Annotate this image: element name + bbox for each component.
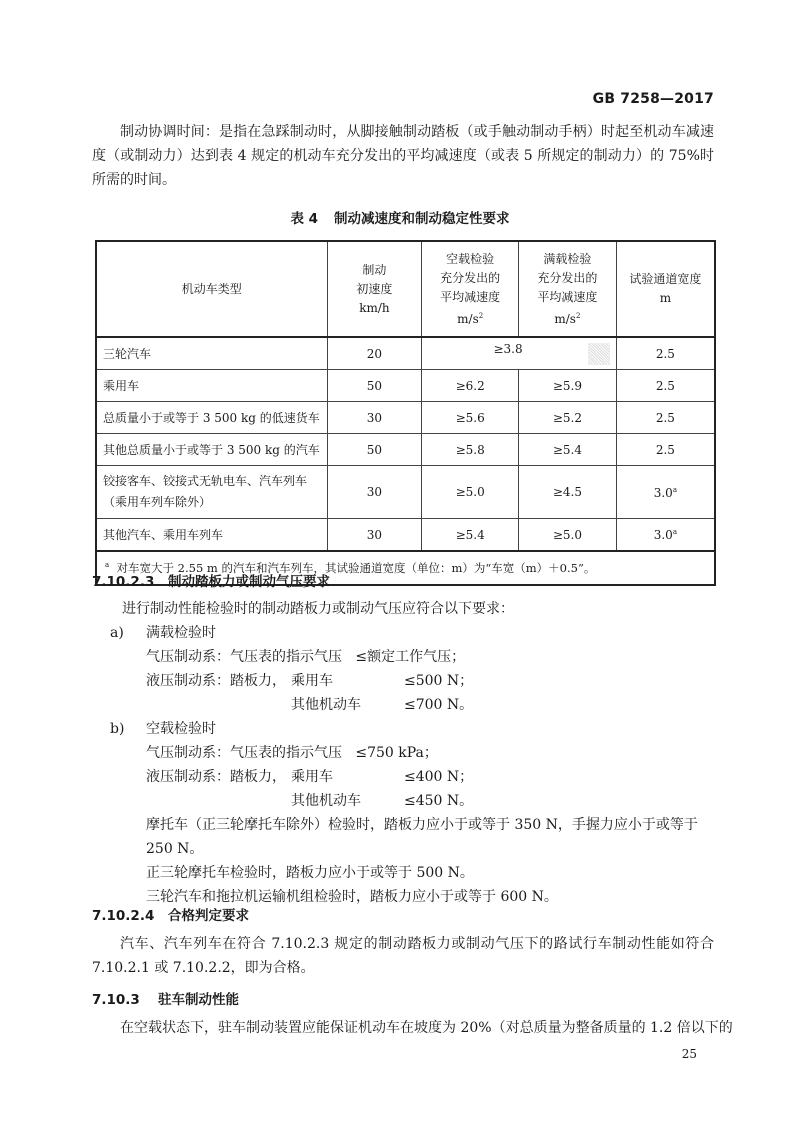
- cell-full-decel: ≥4.5: [519, 466, 617, 519]
- cell-empty-decel: ≥5.6: [422, 402, 519, 434]
- section-heading-7-10-2-4: [92, 904, 249, 924]
- header-line: 充分发出的: [537, 270, 598, 285]
- footnote-text: 对车宽大于 2.55 m 的汽车和汽车列车，其试验通道宽度（单位：m）为“车宽（m）＋0.5”。: [116, 561, 596, 575]
- list-label: a): [110, 625, 124, 641]
- cell-speed: 30: [327, 466, 422, 519]
- cell-empty-decel: ≥5.8: [422, 434, 519, 466]
- cell-lane-width: [616, 466, 715, 519]
- header-unit: [428, 307, 512, 329]
- hydraulic-other-line: [0, 693, 800, 717]
- air-brake-line: [146, 741, 438, 765]
- header-vehicle-type: 机动车类型: [96, 241, 327, 337]
- header-line: 空载检验: [446, 251, 495, 266]
- vehicle-label: 乘用车: [291, 769, 333, 785]
- vehicle-label: 乘用车: [291, 673, 333, 689]
- table-row: [96, 337, 715, 370]
- braking-requirements-table: [95, 240, 716, 586]
- three-wheel-requirement: 三轮汽车和拖拉机运输机组检验时，踏板力应小于或等于 600 N。: [146, 889, 558, 905]
- header-line: 平均减速度: [537, 289, 598, 304]
- header-line: 试验通道宽度: [629, 272, 702, 286]
- header-line: 平均减速度: [440, 289, 501, 304]
- unit-superscript: 2: [575, 311, 581, 320]
- force-value: ≤500 N；: [404, 673, 474, 689]
- section-intro: 进行制动性能检验时的制动踏板力或制动气压应符合以下要求：: [122, 601, 514, 617]
- cell-vehicle-type: 铰接客车、铰接式无轨电车、汽车列车（乘用车列车除外）: [96, 466, 327, 519]
- cell-lane-width: 2.5: [616, 337, 715, 370]
- hydraulic-passenger-line: [0, 669, 800, 693]
- section-heading-7-10-3: [92, 988, 239, 1008]
- page-number: 25: [681, 1047, 697, 1061]
- table-row: [96, 519, 715, 552]
- air-brake-value: ≤750 kPa；: [355, 745, 438, 761]
- cell-full-decel: ≥5.9: [519, 370, 617, 402]
- intro-paragraph: 制动协调时间：是指在急踩制动时，从脚接触制动踏板（或手触动制动手柄）时起至机动车减速度（或制动力）达到表 4 规定的机动车充分发出的平均减速度（或表 5 所规定的制动力）的 75%时所需的时间。: [92, 124, 714, 188]
- lane-width-value: 3.0: [653, 486, 673, 500]
- cell-vehicle-type: 乘用车: [96, 370, 327, 402]
- decel-value: ≥3.8: [493, 342, 523, 356]
- header-unit: km/h: [359, 300, 390, 315]
- header-full-load: [519, 241, 617, 337]
- air-brake-label: 气压制动系：气压表的指示气压: [146, 745, 342, 761]
- cell-speed: 30: [327, 402, 422, 434]
- header-lane-width: [616, 241, 715, 337]
- list-label: b): [110, 721, 125, 737]
- table-title: [0, 207, 800, 227]
- unit-text: m/s: [554, 311, 576, 326]
- standard-code: GB 7258—2017: [592, 91, 714, 107]
- tricycle-requirement: 正三轮摩托车检验时，踏板力应小于或等于 500 N。: [146, 865, 474, 881]
- cell-speed: 20: [327, 337, 422, 370]
- section-heading-7-10-2-3: [92, 570, 330, 590]
- table-row: [96, 434, 715, 466]
- footnote-marker: a: [672, 527, 678, 536]
- cell-empty-decel: ≥5.0: [422, 466, 519, 519]
- list-item-title: 空载检验时: [146, 721, 216, 737]
- table-header-row: [96, 241, 715, 337]
- hydraulic-label: 液压制动系：踏板力，: [146, 769, 286, 785]
- force-value: ≤400 N；: [404, 769, 474, 785]
- section-text: 汽车、汽车列车在符合 7.10.2.3 规定的制动踏板力或制动气压下的路试行车制动性能如符合 7.10.2.1 或 7.10.2.2，即为合格。: [92, 936, 714, 976]
- cell-lane-width: 2.5: [616, 434, 715, 466]
- cell-vehicle-type: 三轮汽车: [96, 337, 327, 370]
- cell-vehicle-type: 总质量小于或等于 3 500 kg 的低速货车: [96, 402, 327, 434]
- air-brake-value: ≤额定工作气压；: [355, 649, 466, 665]
- cell-full-decel: ≥5.0: [519, 519, 617, 552]
- scan-artifact: [588, 343, 610, 365]
- force-value: ≤450 N。: [404, 793, 474, 809]
- cell-empty-decel: ≥5.4: [422, 519, 519, 552]
- table-row: [96, 402, 715, 434]
- hydraulic-passenger-line: [0, 765, 800, 789]
- header-line: 满载检验: [543, 251, 592, 266]
- air-brake-line: [146, 645, 465, 669]
- motorcycle-requirement: 摩托车（正三轮摩托车除外）检验时，踏板力应小于或等于 350 N，手握力应小于或等于: [146, 817, 698, 833]
- header-initial-speed: [327, 241, 422, 337]
- cell-empty-decel: ≥6.2: [422, 370, 519, 402]
- hydraulic-label: 液压制动系：踏板力，: [146, 673, 286, 689]
- table-row: [96, 466, 715, 519]
- vehicle-label: 其他机动车: [291, 697, 361, 713]
- motorcycle-requirement-cont: 250 N。: [146, 841, 204, 857]
- table-title-text: 制动减速度和制动稳定性要求: [334, 211, 510, 227]
- table-number: 表 4: [290, 211, 319, 227]
- cell-speed: 50: [327, 434, 422, 466]
- air-brake-label: 气压制动系：气压表的指示气压: [146, 649, 342, 665]
- cell-lane-width: 2.5: [616, 370, 715, 402]
- cell-lane-width: 2.5: [616, 402, 715, 434]
- header-line: 初速度: [356, 281, 393, 296]
- cell-lane-width: [616, 519, 715, 552]
- table-row: [96, 370, 715, 402]
- section-title: 合格判定要求: [168, 908, 249, 924]
- section-number: 7.10.3: [92, 992, 140, 1008]
- header-line: 制动: [362, 262, 387, 277]
- cell-vehicle-type: 其他总质量小于或等于 3 500 kg 的汽车: [96, 434, 327, 466]
- section-number: 7.10.2.3: [92, 574, 155, 590]
- lane-width-value: 3.0: [653, 527, 673, 542]
- vehicle-label: 其他机动车: [291, 793, 361, 809]
- section-title: 制动踏板力或制动气压要求: [168, 574, 330, 590]
- cell-speed: 30: [327, 519, 422, 552]
- list-item-title: 满载检验时: [146, 625, 216, 641]
- hydraulic-other-line: [0, 789, 800, 813]
- list-item-b: [0, 717, 800, 741]
- header-line: 充分发出的: [440, 270, 501, 285]
- force-value: ≤700 N。: [404, 697, 474, 713]
- unit-superscript: 2: [478, 311, 484, 320]
- header-unit: m: [659, 291, 672, 305]
- section-title: 驻车制动性能: [158, 992, 239, 1008]
- section-number: 7.10.2.4: [92, 908, 155, 924]
- cell-full-decel: ≥5.4: [519, 434, 617, 466]
- header-empty-load: [422, 241, 519, 337]
- unit-text: m/s: [457, 311, 479, 326]
- cell-decel-merged: [422, 337, 616, 370]
- footnote-marker: a: [672, 486, 678, 494]
- header-unit: [525, 307, 610, 329]
- list-item-a: [0, 621, 800, 645]
- footnote-marker: a: [105, 561, 110, 570]
- section-text: 在空载状态下，驻车制动装置应能保证机动车在坡度为 20%（对总质量为整备质量的 1.2 倍以下的: [120, 1020, 733, 1036]
- cell-vehicle-type: 其他汽车、乘用车列车: [96, 519, 327, 552]
- cell-full-decel: ≥5.2: [519, 402, 617, 434]
- cell-speed: 50: [327, 370, 422, 402]
